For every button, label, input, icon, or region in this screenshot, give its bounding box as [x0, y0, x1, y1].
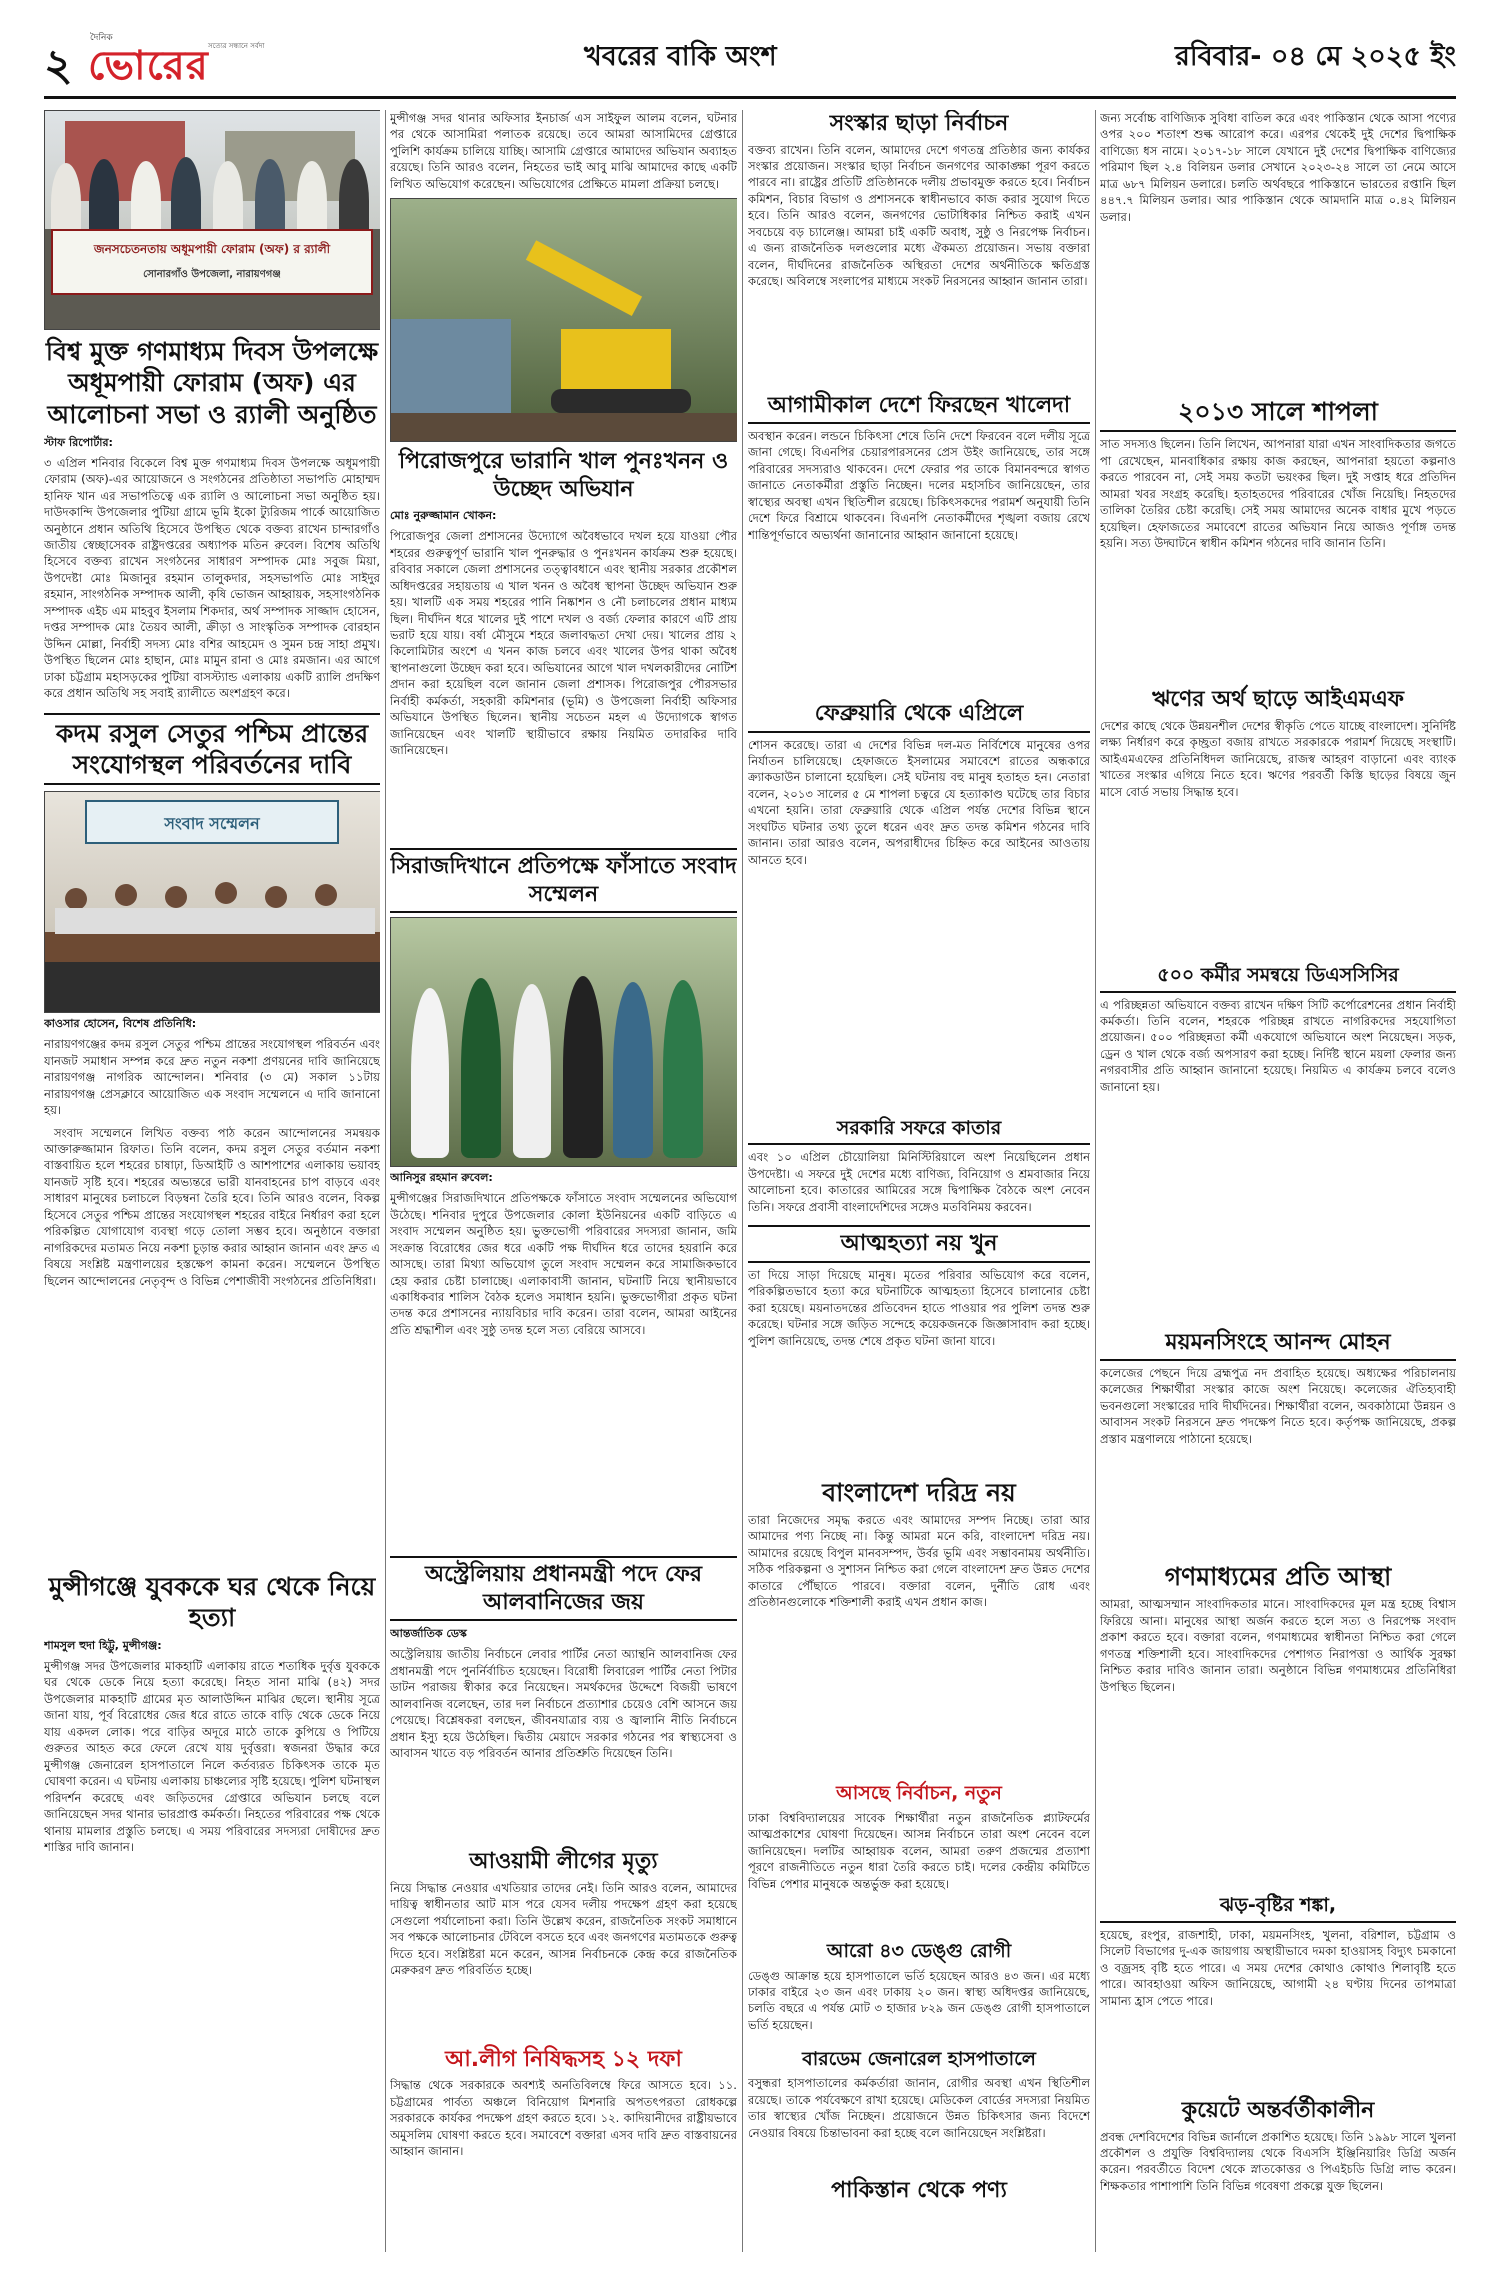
table-shape — [45, 932, 380, 962]
excavator-tracks — [551, 389, 691, 413]
article-body: হয়েছে, রংপুর, রাজশাহী, ঢাকা, ময়মনসিংহ, খুলনা, বরিশাল, চট্টগ্রাম ও সিলেট বিভাগের দু-এক জায়গায় অস্থায়ীভাবে দমকা হাওয়াসহ বিদ্যুৎ চমকানো ও বজ্রসহ বৃষ্টি হতে পারে। এ সময় দেশের কোথাও কোথাও শিলাবৃষ্টি হতে পারে। আবহাওয়া অফিস জানিয়েছে, আগামী ২৪ ঘণ্টায় দিনের তাপমাত্রা সামান্য হ্রাস পেতে পারে। — [1100, 1928, 1456, 2008]
page-number: ২ — [44, 40, 73, 91]
banner-text: সংবাদ সম্মেলন — [164, 814, 260, 834]
person-figure — [613, 982, 653, 1158]
headline: আসছে নির্বাচন, নতুন — [836, 1782, 1002, 1804]
headline: আত্মহত্যা নয় খুন — [748, 1225, 1090, 1263]
person-figure — [461, 978, 501, 1158]
person-figure — [563, 976, 603, 1158]
headline: বাংলাদেশ দরিদ্র নয় — [822, 1477, 1016, 1507]
building-shape — [225, 131, 355, 201]
article-body: ডেঙ্গু আক্রান্ত হয়ে হাসপাতালে ভর্তি হয়েছেন আরও ৪৩ জন। এর মধ্যে ঢাকার বাইরে ২৩ জন এবং ঢাকায় ২০ জন। স্বাস্থ্য অধিদপ্তর জানিয়েছে, চলতি বছরে এ পর্যন্ত মোট ৩ হাজার ৮২৯ জন ডেঙ্গু রোগী হাসপাতালে ভর্তি হয়েছেন। — [748, 1968, 1090, 2032]
column-divider — [1095, 110, 1096, 2252]
newspaper-logo — [88, 33, 268, 89]
headline: অস্ট্রেলিয়ায় প্রধানমন্ত্রী পদে ফের আলবানিজের জয় — [390, 1556, 737, 1621]
headline: ফেব্রুয়ারি থেকে এপ্রিলে — [748, 700, 1090, 733]
canal-bank — [391, 413, 737, 441]
article-body: প্রবন্ধ দেশবিদেশের বিভিন্ন জার্নালে প্রকাশিত হয়েছে। তিনি ১৯৯৮ সালে খুলনা প্রকৌশল ও প্রযুক্তি বিশ্ববিদ্যালয় থেকে বিএসসি ইঞ্জিনিয়ারিং ডিগ্রি অর্জন করেন। পরবর্তীতে বিদেশ থেকে স্নাতকোত্তর ও পিএইচডি ডিগ্রি লাভ করেন। শিক্ষকতার পাশাপাশি তিনি বিভিন্ন গবেষণা প্রকল্পে যুক্ত ছিলেন। — [1100, 2129, 1456, 2193]
headline: আগামীকাল দেশে ফিরছেন খালেদা — [748, 392, 1090, 425]
person-figure — [411, 988, 449, 1158]
article-body: নারায়ণগঞ্জের কদম রসুল সেতুর পশ্চিম প্রান্তের সংযোগস্থল পরিবর্তন এবং যানজট সমাধান সম্পন্ন করে দ্রুত নতুন নকশা প্রণয়নের দাবি জানিয়েছে নারায়ণগঞ্জ নাগরিক আন্দোলন। শনিবার (৩ মে) সকাল ১১টায় নারায়ণগঞ্জ প্রেসক্লাবে আয়োজিত এক সংবাদ সম্মেলনে এ দাবি জানানো হয়। — [44, 1037, 380, 1118]
article-body: সিদ্ধান্ত থেকে সরকারকে অবশ্যই অনতিবিলম্বে ফিরে আসতে হবে। ১১. চট্টগ্রামের পার্বত্য অঞ্চলে বিনিয়োগ মিশনারি অপতৎপরতা রোধকল্পে সরকারকে কার্যকর পদক্ষেপ গ্রহণ করতে হবে। ১২. কাদিয়ানীদের রাষ্ট্রীয়ভাবে অমুসলিম ঘোষণা করতে হবে। সমাবেশে বক্তারা এসব দাবি দ্রুত বাস্তবায়নের আহ্বান জানান। — [390, 2078, 737, 2159]
audience-shape — [45, 962, 380, 1012]
article-body: বক্তব্য রাখেন। তিনি বলেন, আমাদের দেশে গণতন্ত্র প্রতিষ্ঠার জন্য কার্যকর সংস্কার প্রয়োজন। সংস্কার ছাড়া নির্বাচন জনগণের আকাঙ্ক্ষা পূরণ করতে পারবে না। রাষ্ট্রের প্রতিটি প্রতিষ্ঠানকে দলীয় প্রভাবমুক্ত করতে হবে। নির্বাচন কমিশন, বিচার বিভাগ ও প্রশাসনকে স্বাধীনভাবে কাজ করার সুযোগ দিতে হবে। তিনি আরও বলেন, জনগণের ভোটাধিকার নিশ্চিত করাই এখন সবচেয়ে বড় চ্যালেঞ্জ। আমরা চাই একটি অবাধ, সুষ্ঠু ও নিরপেক্ষ নির্বাচন। এ জন্য রাজনৈতিক দলগুলোর মধ্যে ঐকমত্য প্রয়োজন। সভায় বক্তারা বলেন, দীর্ঘদিনের রাজনৈতিক অস্থিরতা দেশের অর্থনীতিকে ক্ষতিগ্রস্ত করেছে। অবিলম্বে সংলাপের মাধ্যমে সংকট নিরসনের আহ্বান জানান তারা। — [748, 142, 1090, 289]
logo-name: ভোরের — [88, 42, 209, 89]
article-body: মুন্সীগঞ্জ সদর উপজেলার মাকহাটি এলাকায় রাতে শতাধিক দুর্বৃত্ত যুবককে ঘর থেকে ডেকে নিয়ে হত্যা করেছে। নিহত সানা মাঝি (৪২) সদর উপজেলার মাকহাটি গ্রামের মৃত আলাউদ্দিন মাঝির ছেলে। স্থানীয় সূত্রে জানা যায়, পূর্ব বিরোধের জের ধরে রাতে তাকে বাড়ি থেকে ডেকে নিয়ে যায় একদল লোক। পরে বাড়ির অদূরে মাঠে তাকে কুপিয়ে ও পিটিয়ে গুরুতর আহত করে ফেলে রেখে যায় দুর্বৃত্তরা। স্বজনরা উদ্ধার করে মুন্সীগঞ্জ জেনারেল হাসপাতালে নিলে কর্তব্যরত চিকিৎসক তাকে মৃত ঘোষণা করেন। এ ঘটনায় এলাকায় চাঞ্চল্যের সৃষ্টি হয়েছে। পুলিশ ঘটনাস্থল পরিদর্শন করেছে এবং জড়িতদের গ্রেপ্তারে অভিযান চলছে বলে জানিয়েছেন সদর থানার ভারপ্রাপ্ত কর্মকর্তা। নিহতের পরিবারের পক্ষ থেকে থানায় মামলার প্রস্তুতি চলছে। এ সময় পরিবারের সদস্যরা দোষীদের দ্রুত শাস্তির দাবি জানান। — [44, 1659, 380, 1854]
article-body: শোসন করেছে। তারা এ দেশের বিভিন্ন দল-মত নির্বিশেষে মানুষের ওপর নির্যাতন চালিয়েছে। হেফাজতে ইসলামের সমাবেশে রাতের অন্ধকারে ক্র্যাকডাউন চালানো হয়েছিল। সেই ঘটনায় বহু মানুষ হতাহত হন। নেতারা বলেন, ২০১৩ সালের ৫ মে শাপলা চত্বরে যে হত্যাকাণ্ড ঘটেছে তার বিচার এখনো হয়নি। তারা ফেব্রুয়ারি থেকে এপ্রিল পর্যন্ত দেশের বিভিন্ন স্থানে সংঘটিত ঘটনার তথ্য তুলে ধরেন এবং দ্রুত তদন্ত কমিশন গঠনের দাবি জানান। তারা আরও বলেন, অপরাধীদের চিহ্নিত করে আইনের আওতায় আনতে হবে। — [748, 737, 1090, 867]
byline: আন্তর্জাতিক ডেস্ক — [390, 1627, 467, 1641]
headline: সরকারি সফরে কাতার — [748, 1117, 1090, 1146]
headline: কদম রসুল সেতুর পশ্চিম প্রান্তের সংযোগস্থল পরিবর্তনের দাবি — [44, 713, 380, 786]
column-3 — [748, 110, 1090, 2252]
article-body: নিয়ে সিদ্ধান্ত নেওয়ার এখতিয়ার তাদের নেই। তিনি আরও বলেন, আমাদের দায়িত্ব স্বাধীনতার আট মাস পরে যেসব দলীয় পদক্ষেপ গ্রহণ করা হয়েছে সেগুলো পর্যালোচনা করা। তিনি উল্লেখ করেন, রাজনৈতিক সংকট সমাধানে সব পক্ষকে আলোচনার টেবিলে বসতে হবে এবং জনগণের মতামতকে গুরুত্ব দিতে হবে। সংশ্লিষ্টরা মনে করেন, আসন্ন নির্বাচনকে কেন্দ্র করে রাজনৈতিক মেরুকরণ দ্রুত পরিবর্তিত হচ্ছে। — [390, 1880, 737, 1978]
byline: আনিসুর রহমান রুবেল: — [390, 1171, 493, 1185]
logo-small-text: দৈনিক — [90, 33, 113, 43]
crowd-photo — [390, 917, 737, 1167]
article-body: অস্ট্রেলিয়ায় জাতীয় নির্বাচনে লেবার পার্টির নেতা অ্যান্থনি আলবানিজ ফের প্রধানমন্ত্রী পদে পুনর্নির্বাচিত হয়েছেন। বিরোধী লিবারেল পার্টির নেতা পিটার ডাটন পরাজয় স্বীকার করে নিয়েছেন। সমর্থকদের উদ্দেশে বিজয়ী ভাষণে আলবানিজ বলেছেন, তার দল নির্বাচনে প্রত্যাশার চেয়েও বেশি আসনে জয় পেয়েছে। বিশ্লেষকরা বলছেন, জীবনযাত্রার ব্যয় ও জ্বালানি নীতি নির্বাচনে প্রধান ইস্যু হয়ে উঠেছিল। দ্বিতীয় মেয়াদে সরকার গঠনের পর স্বাস্থ্যসেবা ও আবাসন খাতে বড় পরিবর্তন আনার প্রতিশ্রুতি দিয়েছেন তিনি। — [390, 1647, 737, 1760]
press-banner — [85, 800, 339, 844]
article-body: অবস্থান করেন। লন্ডনে চিকিৎসা শেষে তিনি দেশে ফিরবেন বলে দলীয় সূত্রে জানা গেছে। বিএনপির চেয়ারপারসনের প্রেস উইং জানিয়েছে, তার সঙ্গে পরিবারের সদস্যরাও থাকবেন। দেশে ফেরার পর তাকে বিমানবন্দরে স্বাগত জানাতে নেতাকর্মীরা প্রস্তুতি নিচ্ছেন। দলের মহাসচিব জানিয়েছেন, তার স্বাস্থ্যের অবস্থা এখন স্থিতিশীল রয়েছে। চিকিৎসকদের পরামর্শ অনুযায়ী তিনি দেশে ফিরে বিশ্রামে থাকবেন। বিএনপি নেতাকর্মীদের শৃঙ্খলা বজায় রেখে শান্তিপূর্ণভাবে অভ্যর্থনা জানানোর আহ্বান জানানো হয়েছে। — [748, 429, 1090, 542]
excavator-body — [561, 329, 671, 389]
headline: কুয়েটে অন্তর্বর্তীকালীন — [1181, 2098, 1375, 2123]
headline: ময়মনসিংহে আনন্দ মোহন — [1100, 1329, 1456, 1362]
press-conference-photo — [44, 791, 380, 1013]
issue-date: রবিবার- ০৪ মে ২০২৫ ইং — [1175, 41, 1456, 72]
article-body: তারা নিজেদের সমৃদ্ধ করতে এবং আমাদের সম্পদ নিচ্ছে। তারা আর আমাদের পণ্য নিচ্ছে না। কিন্তু আমরা মনে করি, বাংলাদেশ দরিদ্র নয়। আমাদের রয়েছে বিপুল মানবসম্পদ, উর্বর ভূমি এবং সম্ভাবনাময় অর্থনীতি। সঠিক পরিকল্পনা ও সুশাসন নিশ্চিত করা গেলে বাংলাদেশ দ্রুত উন্নত দেশের কাতারে পৌঁছাতে পারবে। বক্তারা বলেন, দুর্নীতি রোধ এবং প্রতিষ্ঠানগুলোকে শক্তিশালী করাই এখন প্রধান কাজ। — [748, 1513, 1090, 1610]
rally-photo — [44, 110, 380, 330]
headline: পাকিস্তান থেকে পণ্য — [831, 2178, 1007, 2204]
logo-tagline: সত্যের সন্ধানে সর্বদা — [208, 42, 265, 50]
headline: ৫০০ কর্মীর সমন্বয়ে ডিএসসিসির — [1100, 964, 1456, 993]
headline: ২০১৩ সালে শাপলা — [1100, 396, 1456, 432]
excavator-photo — [390, 198, 737, 442]
article-body: এবং ১০ এপ্রিল চৌয়োলিয়া মিনিস্টিরিয়ালে অংশ নিয়েছিলেন প্রধান উপদেষ্টা। এ সফরে দুই দেশের মধ্যে বাণিজ্য, বিনিয়োগ ও শ্রমবাজার নিয়ে আলোচনা হবে। কাতারের আমিরের সঙ্গে দ্বিপাক্ষিক বৈঠকে অংশ নেবেন তিনি। সফরে প্রবাসী বাংলাদেশিদের সঙ্গেও মতবিনিময় করবেন। — [748, 1150, 1090, 1214]
article-body: সাত সদস্যও ছিলেন। তিনি লিখেন, আপনারা যারা এখন সাংবাদিকতার জগতে পা রেখেছেন, মানবাধিকার রক্ষায় কাজ করছেন, আপনারা হয়তো কল্পনাও করতে পারবেন না, সেই সময় কতটা ভয়ংকর ছিল। দুই সপ্তাহ ধরে প্রতিদিন আমরা খবর সংগ্রহ করেছি। হতাহতদের পরিবারের খোঁজ নিয়েছি। নিহতদের তালিকা তৈরির চেষ্টা করেছি। সেই সময় আমাদের অনেক বাধার মুখে পড়তে হয়েছিল। হেফাজতের সমাবেশে রাতের অভিযান নিয়ে আজও পূর্ণাঙ্গ তদন্ত হয়নি। সত্য উদ্ঘাটনে স্বাধীন কমিশন গঠনের দাবি জানান তিনি। — [1100, 437, 1456, 550]
headline: আওয়ামী লীগের মৃত্যু — [469, 1849, 658, 1875]
headline: সিরাজদিখানে প্রতিপক্ষে ফাঁসাতে সংবাদ সম্মেলন — [390, 848, 737, 913]
article-body: সংবাদ সম্মেলনে লিখিত বক্তব্য পাঠ করেন আন্দোলনের সমন্বয়ক আক্তারুজ্জামান রিফাত। তিনি বলেন, কদম রসুল সেতুর বর্তমান নকশা বাস্তবায়িত হলে শহরের চাষাঢ়া, ডিআইটি ও আশপাশের এলাকায় ভয়াবহ যানজট সৃষ্টি হবে। শহরের অভ্যন্তরে ভারী যানবাহনের চাপ বাড়বে এবং সাধারণ মানুষের চলাচলে বিড়ম্বনা তৈরি হবে। তিনি আরও বলেন, বিকল্প হিসেবে সেতুর পশ্চিম প্রান্তের সংযোগস্থল শহরের বাইরে নির্ধারণ করা হলে পরিকল্পিত যোগাযোগ ব্যবস্থা গড়ে তোলা সম্ভব হবে। অনুষ্ঠানে বক্তারা নাগরিকদের মতামত নিয়ে নকশা চূড়ান্ত করার আহ্বান জানান এবং দ্রুত এ বিষয়ে সংশ্লিষ্ট মন্ত্রণালয়ের হস্তক্ষেপ কামনা করেন। সম্মেলনে উপস্থিত ছিলেন আন্দোলনের নেতৃবৃন্দ ও বিভিন্ন পেশাজীবী সংগঠনের প্রতিনিধিরা। — [44, 1125, 380, 1288]
byline: মোঃ নুরুজ্জামান খোকন: — [390, 509, 497, 523]
section-title: খবরের বাকি অংশ — [584, 41, 777, 72]
headline: বারডেম জেনারেল হাসপাতালে — [802, 2047, 1036, 2070]
column-4 — [1100, 110, 1456, 2252]
headline: মুন্সীগঞ্জে যুবককে ঘর থেকে নিয়ে হত্যা — [48, 1571, 376, 1632]
byline: কাওসার হোসেন, বিশেষ প্রতিনিধি: — [44, 1017, 197, 1031]
article-body: তা দিয়ে সাড়া দিয়েছে মানুষ। মৃতের পরিবার অভিযোগ করে বলেন, পরিকল্পিতভাবে হত্যা করে ঘটনাটিকে আত্মহত্যা হিসেবে চালানোর চেষ্টা করা হয়েছে। ময়নাতদন্তের প্রতিবেদন হাতে পাওয়ার পর পুলিশ তদন্ত শুরু করেছে। ঘটনার সঙ্গে জড়িত সন্দেহে কয়েকজনকে জিজ্ঞাসাবাদ করা হচ্ছে। পুলিশ জানিয়েছে, তদন্ত শেষে প্রকৃত ঘটনা জানা যাবে। — [748, 1267, 1090, 1348]
person-figure — [513, 984, 551, 1158]
article-body: দেশের কাছে থেকে উন্নয়নশীল দেশের স্বীকৃতি পেতে যাচ্ছে বাংলাদেশ। সুনির্দিষ্ট লক্ষ্য নির্ধারণ করে কৃচ্ছ্রতা বজায় রাখতে সরকারকে পরামর্শ দিয়েছে সংস্থাটি। আইএমএফের প্রতিনিধিদল জানিয়েছে, রাজস্ব আহরণ বাড়ানো এবং ব্যাংক খাতের সংস্কার এগিয়ে নিতে হবে। ঋণের পরবর্তী কিস্তি ছাড়ের বিষয়ে জুন মাসে বোর্ড সভায় সিদ্ধান্ত হবে। — [1100, 718, 1456, 799]
article-body: বসুন্ধরা হাসপাতালের কর্মকর্তারা জানান, রোগীর অবস্থা এখন স্থিতিশীল রয়েছে। তাকে পর্যবেক্ষণে রাখা হয়েছে। মেডিকেল বোর্ডের সদস্যরা নিয়মিত তার স্বাস্থ্যের খোঁজ নিচ্ছেন। প্রয়োজনে উন্নত চিকিৎসার জন্য বিদেশে নেওয়ার বিষয়ে চিন্তাভাবনা করা হচ্ছে বলে জানিয়েছেন সংশ্লিষ্টরা। — [748, 2076, 1090, 2140]
byline: স্টাফ রিপোর্টার: — [44, 435, 113, 449]
headline: সংস্কার ছাড়া নির্বাচন — [829, 111, 1009, 136]
headline: ঝড়-বৃষ্টির শঙ্কা, — [1100, 1894, 1456, 1923]
column-divider — [385, 110, 386, 2252]
column-divider — [742, 110, 743, 2252]
article-body: এ পরিচ্ছন্নতা অভিযানে বক্তব্য রাখেন দক্ষিণ সিটি কর্পোরেশনের প্রধান নির্বাহী কর্মকর্তা। তিনি বলেন, শহরকে পরিচ্ছন্ন রাখতে নাগরিকদের সহযোগিতা প্রয়োজন। ৫০০ পরিচ্ছন্নতা কর্মী একযোগে অভিযানে অংশ নিয়েছেন। সড়ক, ড্রেন ও খাল থেকে বর্জ্য অপসারণ করা হচ্ছে। নির্দিষ্ট স্থানে ময়লা ফেলার জন্য নগরবাসীর প্রতি আহ্বান জানানো হয়েছে। নিয়মিত এ কার্যক্রম চলবে বলেও জানানো হয়। — [1100, 997, 1456, 1094]
article-body: পিরোজপুর জেলা প্রশাসনের উদ্যোগে অবৈধভাবে দখল হয়ে যাওয়া পৌর শহরের গুরুত্বপূর্ণ ভারানি খাল পুনরুদ্ধার ও পুনঃখনন কার্যক্রম শুরু হয়েছে। রবিবার সকালে জেলা প্রশাসনের তত্ত্বাবধানে এবং স্থানীয় সরকার প্রকৌশল অধিদপ্তরের সহায়তায় এ খাল খনন ও অবৈধ স্থাপনা উচ্ছেদ অভিযান শুরু হয়। খালটি এক সময় শহরের পানি নিষ্কাশন ও নৌ চলাচলের প্রধান মাধ্যম ছিল। দীর্ঘদিন ধরে খালের দুই পাশে দখল ও বর্জ্য ফেলার কারণে এটি প্রায় ভরাট হয়ে যায়। বর্ষা মৌসুমে শহরে জলাবদ্ধতা দেখা দেয়। খালের প্রায় ২ কিলোমিটার অংশে এ খনন কাজ চলবে এবং খালের উপর থাকা অবৈধ স্থাপনাগুলো উচ্ছেদ করা হবে। অভিযানের আগে খাল দখলকারীদের নোটিশ প্রদান করা হয়েছিল বলে জানান জেলা প্রশাসক। পিরোজপুর পৌরসভার নির্বাহী কর্মকর্তা, সহকারী কমিশনার (ভূমি) ও উপজেলা নির্বাহী অফিসার অভিযানে উপস্থিত ছিলেন। স্থানীয় সচেতন মহল এ উদ্যোগকে স্বাগত জানিয়েছেন এবং খালটি স্থায়ীভাবে রক্ষায় নিয়মিত তদারকির দাবি জানিয়েছেন। — [390, 529, 737, 758]
article-body: জন্য সর্বোচ্চ বাণিজ্যিক সুবিধা বাতিল করে এবং পাকিস্তান থেকে আসা পণ্যের ওপর ২০০ শতাংশ শুল্ক আরোপ করে। এরপর থেকেই দুই দেশের দ্বিপাক্ষিক বাণিজ্যে ধস নামে। ২০১৭-১৮ সালে যেখানে দুই দেশের দ্বিপাক্ষিক বাণিজ্যের পরিমাণ ছিল ২.৪ বিলিয়ন ডলার সেখানে ২০২৩-২৪ সালে তা নেমে আসে মাত্র ৬৮৭ মিলিয়ন ডলারে। চলতি অর্থবছরে পাকিস্তানে ভারতের রপ্তানি ছিল ৪৪৭.৭ মিলিয়ন ডলার। আর পাকিস্তান থেকে আমদানি মাত্র ০.৪২ মিলিয়ন ডলার। — [1100, 111, 1456, 224]
article-body: মুন্সীগঞ্জের সিরাজদিখানে প্রতিপক্ষকে ফাঁসাতে সংবাদ সম্মেলনের অভিযোগ উঠেছে। শনিবার দুপুরে উপজেলার কোলা ইউনিয়নের একটি বাড়িতে এ সংবাদ সম্মেলন অনুষ্ঠিত হয়। ভুক্তভোগী পরিবারের সদস্যরা জানান, জমি সংক্রান্ত বিরোধের জের ধরে একটি পক্ষ দীর্ঘদিন ধরে তাদের হয়রানি করে আসছে। তারা মিথ্যা অভিযোগ তুলে সংবাদ সম্মেলন করে সামাজিকভাবে হেয় করার চেষ্টা চালাচ্ছে। এলাকাবাসী জানান, ঘটনাটি নিয়ে স্থানীয়ভাবে একাধিকবার শালিস বৈঠক হলেও সমাধান হয়নি। ভুক্তভোগীরা প্রকৃত ঘটনা তদন্ত করে প্রশাসনের ন্যায়বিচার দাবি করেন। তারা বলেন, আমরা আইনের প্রতি শ্রদ্ধাশীল এবং সুষ্ঠু তদন্ত হলে সত্য বেরিয়ে আসবে। — [390, 1191, 737, 1337]
headline: গণমাধ্যমের প্রতি আস্থা — [1164, 1562, 1392, 1591]
article-body: কলেজের পেছনে দিয়ে ব্রহ্মপুত্র নদ প্রবাহিত হয়েছে। অধ্যক্ষের পরিচালনায় কলেজের শিক্ষার্থীরা সংস্কার কাজে অংশ নিয়েছে। কলেজের ঐতিহ্যবাহী ভবনগুলো সংস্কারের দাবি দীর্ঘদিনের। শিক্ষার্থীরা বলেন, অবকাঠামো উন্নয়ন ও আবাসন সংকট নিরসনে দ্রুত পদক্ষেপ নিতে হবে। কর্তৃপক্ষ জানিয়েছে, প্রকল্প প্রস্তাব মন্ত্রণালয়ে পাঠানো হয়েছে। — [1100, 1366, 1456, 1446]
headline: পিরোজপুরে ভারানি খাল পুনঃখনন ও উচ্ছেদ অভিযান — [398, 449, 729, 502]
column-2 — [390, 110, 737, 2252]
person-figure — [663, 980, 703, 1158]
rally-banner — [51, 229, 373, 295]
headline: ঋণের অর্থ ছাড়ে আইএমএফ — [1152, 687, 1404, 713]
headline: আ.লীগ নিষিদ্ধসহ ১২ দফা — [445, 2046, 682, 2072]
article-body: ঢাকা বিশ্ববিদ্যালয়ের সাবেক শিক্ষার্থীরা নতুন রাজনৈতিক প্ল্যাটফর্মের আত্মপ্রকাশের ঘোষণা দিয়েছেন। আসন্ন নির্বাচনে তারা অংশ নেবেন বলে জানিয়েছেন। দলটির আহ্বায়ক বলেন, আমরা তরুণ প্রজন্মের প্রত্যাশা পূরণে রাজনীতিতে নতুন ধারা তৈরি করতে চাই। দলের কেন্দ্রীয় কমিটিতে বিভিন্ন পেশার মানুষকে অন্তর্ভুক্ত করা হয়েছে। — [748, 1810, 1090, 1891]
masthead — [44, 28, 1456, 94]
banner-line-2: সোনারগাঁও উপজেলা, নারায়ণগঞ্জ — [143, 269, 281, 280]
article-body: আমরা, আত্মসম্মান সাংবাদিকতার মানে। সাংবাদিকদের মূল মন্ত্র হচ্ছে বিশ্বাস ফিরিয়ে আনা। মানুষের আস্থা অর্জন করতে হলে সত্য ও নিরপেক্ষ সংবাদ প্রকাশ করতে হবে। বক্তারা বলেন, গণমাধ্যমের স্বাধীনতা নিশ্চিত করা গেলে গণতন্ত্র শক্তিশালী হবে। সাংবাদিকদের পেশাগত নিরাপত্তা ও আর্থিক সুরক্ষা নিশ্চিত করার দাবিও জানান তারা। অনুষ্ঠানে বিভিন্ন গণমাধ্যমের প্রতিনিধিরা উপস্থিত ছিলেন। — [1100, 1597, 1456, 1694]
headline: আরো ৪৩ ডেঙ্গু রোগী — [826, 1939, 1012, 1962]
banner-line-1: জনসচেতনতায় অধূমপায়ী ফোরাম (অফ) র র‌্যালী — [93, 242, 331, 256]
column-1 — [44, 110, 380, 2252]
seated-people — [55, 908, 375, 934]
masthead-rule — [44, 96, 1456, 99]
byline: শামসুল হুদা হিট্টু, মুন্সীগঞ্জ: — [44, 1639, 162, 1653]
building-shape — [65, 121, 185, 201]
headline: বিশ্ব মুক্ত গণমাধ্যম দিবস উপলক্ষে অধূমপায়ী ফোরাম (অফ) এর আলোচনা সভা ও র‍্যালী অনুষ্ঠিত — [45, 337, 379, 429]
article-body: মুন্সীগঞ্জ সদর থানার অফিসার ইনচার্জ এস সাইফুল আলম বলেন, ঘটনার পর থেকে আসামিরা পলাতক রয়েছে। তবে আমরা আসামিদের গ্রেপ্তারে পুলিশি কার্যক্রম চালিয়ে যাচ্ছি। আসামি গ্রেপ্তারে আমাদের অভিযান অব্যাহত রয়েছে। তিনি আরও বলেন, নিহতের ভাই আবু মাঝি আমাদের কাছে একটি লিখিত অভিযোগ করেছেন। অভিযোগের প্রেক্ষিতে মামলা প্রক্রিয়া চলছে। — [390, 111, 737, 191]
article-body: ৩ এপ্রিল শনিবার বিকেলে বিশ্ব মুক্ত গণমাধ্যম দিবস উপলক্ষে অধূমপায়ী ফোরাম (অফ)-এর আয়োজনে ও সংগঠনের প্রতিষ্ঠাতা সভাপতি মোহাম্মদ হানিফ খান এর সভাপতিত্বে এক র‍্যালি ও আলোচনা সভা অনুষ্ঠিত হয়। দাউদকান্দি উপজেলার পুটিয়া গ্রামে ভূমি ইকো ট্যুরিজম পার্কে আয়োজিত অনুষ্ঠানে প্রধান অতিথি হিসেবে উপস্থিত থেকে বক্তব্য রাখেন চান্দারগাঁও জাতীয় স্বেচ্ছাসেবক রাষ্ট্রদপ্তরের অধ্যাপক মতিন রুবেল। বিশেষ অতিথি হিসেবে বক্তব্য রাখেন সংগঠনের সাধারণ সম্পাদক মোঃ সবুজ মিয়া, উপদেষ্টা মোঃ মিজানুর রহমান তালুকদার, সহসভাপতি মোঃ সাইদুর রহমান, সাংগঠনিক সম্পাদক আলী, কৃষি ভোজন আহ্বায়ক, সহসাংগঠনিক সম্পাদক এইচ এম মাহবুব ইসলাম শিকদার, অর্থ সম্পাদক সাজ্জাদ হোসেন, দপ্তর সম্পাদক মোঃ তৈয়ব আলী, ক্রীড়া ও সাংস্কৃতিক সম্পাদক বোরহান উদ্দিন মোল্লা, নির্বাহী সদস্য মোঃ বশির আহমেদ ও সুমন চন্দ্র সাহা প্রমুখ। উপস্থিত ছিলেন মোঃ হাছান, মোঃ মামুন রানা ও মোঃ রমজান। এর আগে ঢাকা চট্টগ্রাম মহাসড়কের পুটিয়া বাসস্ট্যান্ড এলাকায় একটি র‍্যালি প্রদক্ষিণ করে প্রধান অতিথি সহ সবাই র‍্যালীতে অংশগ্রহণ করে। — [44, 455, 380, 701]
